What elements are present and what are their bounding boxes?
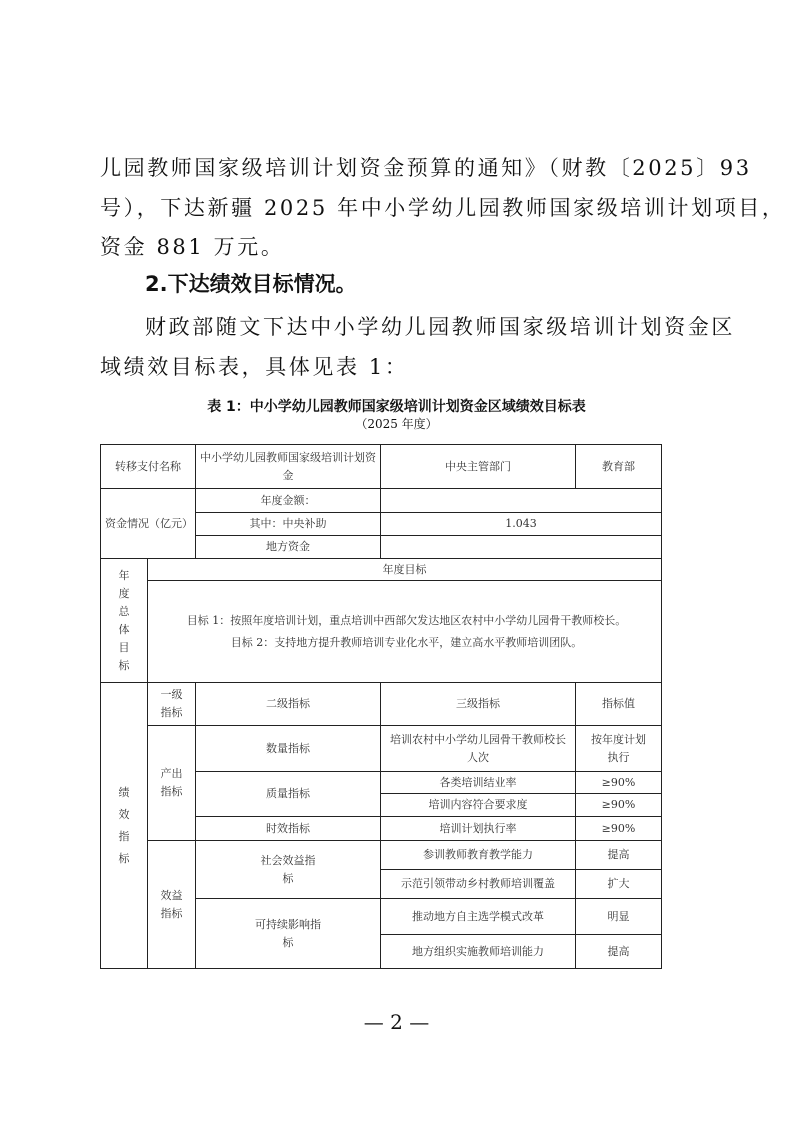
value-cell: 扩大	[576, 870, 662, 899]
header-value: 指标值	[576, 683, 662, 726]
paragraph-line: 财政部随文下达中小学幼儿园教师国家级培训计划资金区	[145, 315, 735, 339]
level2-cell: 数量指标	[196, 726, 381, 772]
level2-cell: 可持续影响指标	[196, 899, 381, 969]
table-row	[101, 683, 662, 726]
value-cell: 提高	[576, 841, 662, 870]
benefit-label: 效益指标	[148, 841, 196, 969]
value-cell: ≥90%	[576, 817, 662, 841]
overall-goal-label: 年度总体目标	[101, 559, 148, 683]
goals-cell	[148, 581, 662, 683]
level3-cell: 培训农村中小学幼儿园骨干教师校长人次	[381, 726, 576, 772]
table-row	[101, 445, 662, 489]
funds-label: 资金情况（亿元）	[101, 489, 196, 559]
table-subcaption: （2025 年度）	[355, 417, 438, 431]
dept-label: 中央主管部门	[381, 445, 576, 489]
transfer-name-label: 转移支付名称	[101, 445, 196, 489]
paragraph-line: 域绩效目标表，具体见表 1：	[100, 355, 409, 379]
paragraph-line: 儿园教师国家级培训计划资金预算的通知》（财教〔2025〕93	[100, 156, 752, 180]
value-cell: 按年度计划执行	[576, 726, 662, 772]
level3-cell: 各类培训结业率	[381, 772, 576, 794]
level2-cell: 时效指标	[196, 817, 381, 841]
dept-value: 教育部	[576, 445, 662, 489]
header-level2: 二级指标	[196, 683, 381, 726]
level2-cell: 质量指标	[196, 772, 381, 817]
performance-target-table	[100, 444, 662, 969]
annual-goal-header: 年度目标	[148, 559, 662, 581]
page-number: — 2 —	[363, 1010, 430, 1034]
local-funds-label: 地方资金	[196, 536, 381, 559]
level2-cell: 社会效益指标	[196, 841, 381, 899]
paragraph-line: 资金 881 万元。	[100, 235, 285, 259]
section-heading: 2.下达绩效目标情况。	[145, 272, 357, 296]
level3-cell: 培训内容符合要求度	[381, 794, 576, 817]
central-subsidy-value: 1.043	[381, 513, 662, 536]
table-row	[101, 581, 662, 683]
value-cell: 明显	[576, 899, 662, 935]
header-level3: 三级指标	[381, 683, 576, 726]
annual-amount-label: 年度金额：	[196, 489, 381, 513]
level3-cell: 地方组织实施教师培训能力	[381, 935, 576, 969]
transfer-name-value: 中小学幼儿园教师国家级培训计划资金	[196, 445, 381, 489]
goal-1: 目标 1：按照年度培训计划，重点培训中西部欠发达地区农村中小学幼儿园骨干教师校长。	[186, 613, 627, 627]
perf-label: 绩效指标	[101, 683, 148, 969]
central-subsidy-label: 其中：中央补助	[196, 513, 381, 536]
level3-cell: 推动地方自主选学模式改革	[381, 899, 576, 935]
value-cell: ≥90%	[576, 794, 662, 817]
header-level1: 一级指标	[148, 683, 196, 726]
table-row	[101, 841, 662, 870]
value-cell: ≥90%	[576, 772, 662, 794]
table-caption: 表 1：中小学幼儿园教师国家级培训计划资金区域绩效目标表	[207, 399, 586, 415]
table-row	[101, 726, 662, 772]
table-row	[101, 559, 662, 581]
value-cell: 提高	[576, 935, 662, 969]
goal-2: 目标 2：支持地方提升教师培训专业化水平，建立高水平教师培训团队。	[230, 635, 583, 649]
output-label: 产出指标	[148, 726, 196, 841]
level3-cell: 示范引领带动乡村教师培训覆盖	[381, 870, 576, 899]
level3-cell: 培训计划执行率	[381, 817, 576, 841]
level3-cell: 参训教师教育教学能力	[381, 841, 576, 870]
paragraph-line: 号），下达新疆 2025 年中小学幼儿园教师国家级培训计划项目，	[100, 196, 786, 220]
annual-amount-value	[381, 489, 662, 513]
local-funds-value	[381, 536, 662, 559]
table-row	[101, 489, 662, 513]
